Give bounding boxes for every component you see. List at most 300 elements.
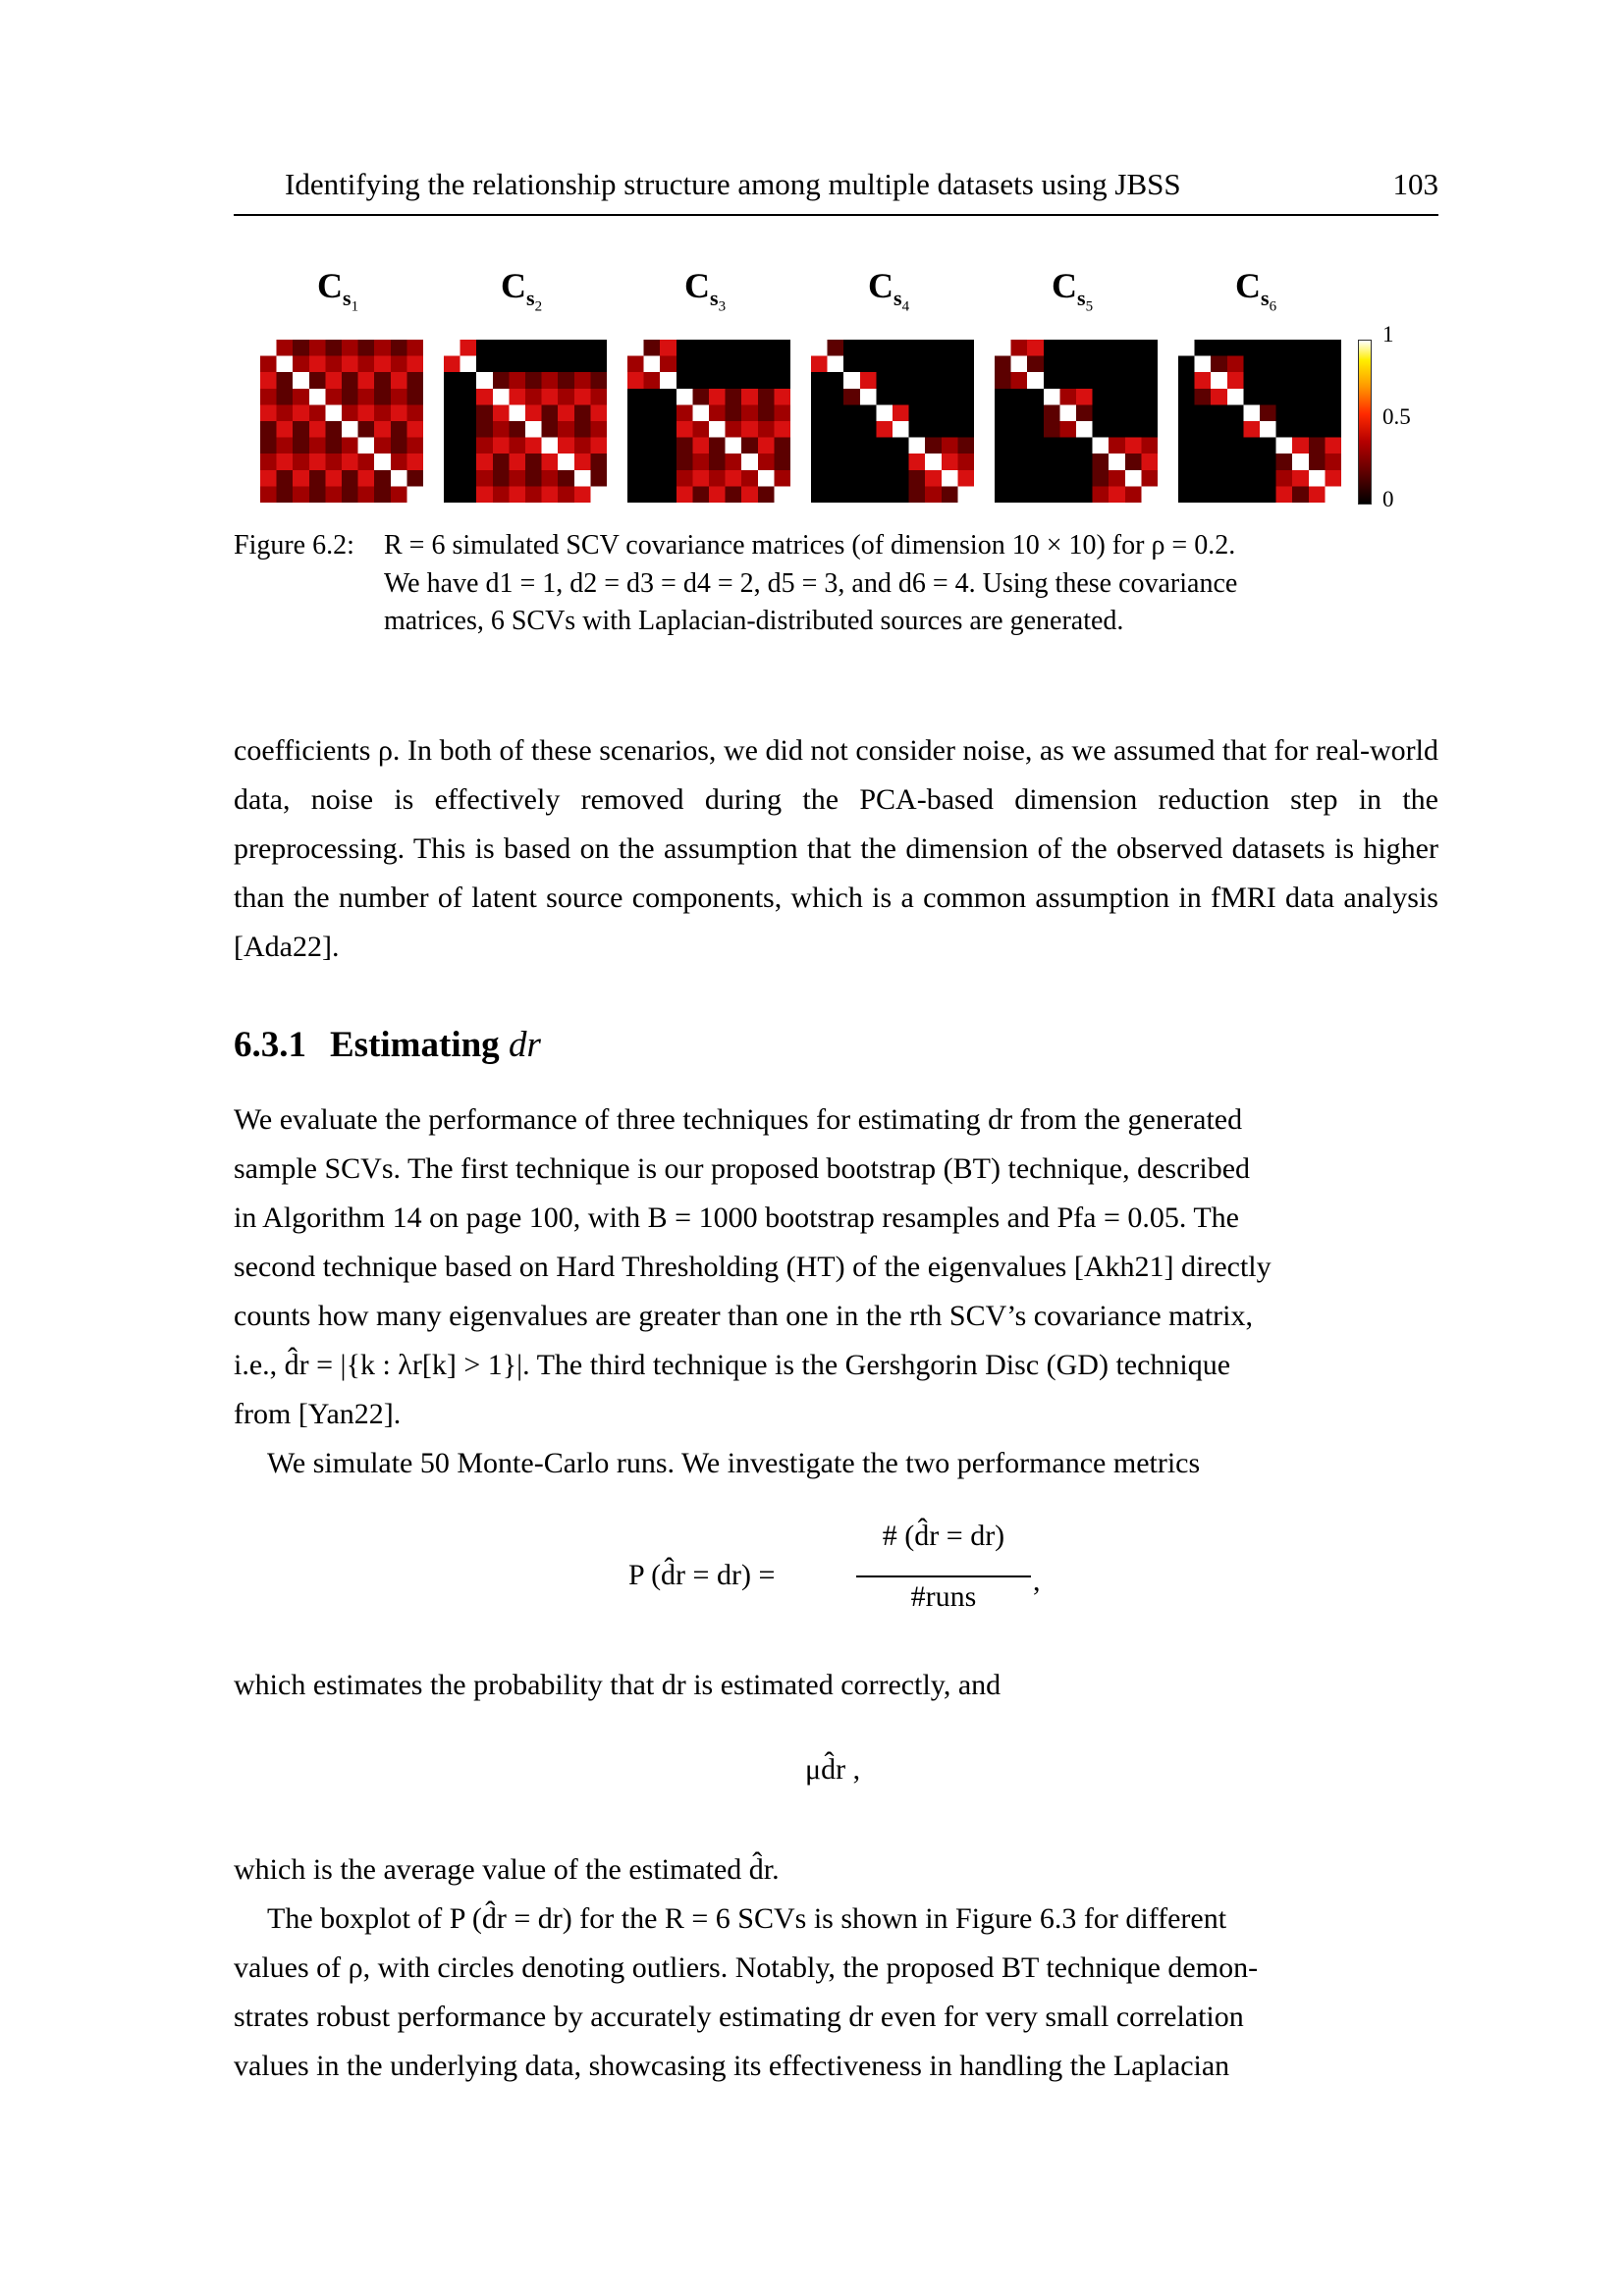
- matrix-5-cell-4-1: [1011, 404, 1028, 421]
- matrix-2-cell-8-7: [558, 470, 574, 487]
- caption-lead: Figure 6.2:: [234, 530, 354, 561]
- equation-1-fraction-bar: [856, 1575, 1031, 1577]
- matrix-1-cell-9-2: [293, 486, 309, 503]
- matrix-4-cell-3-2: [843, 389, 860, 405]
- figure-covariance-matrices: [234, 265, 1438, 510]
- matrix-1-cell-7-4: [325, 454, 342, 470]
- matrix-2-cell-0-1: [460, 340, 477, 356]
- matrix-4-cell-0-8: [942, 340, 958, 356]
- matrix-5-cell-8-8: [1125, 470, 1142, 487]
- section-title: Estimating: [330, 1025, 500, 1065]
- matrix-5-cell-6-9: [1141, 438, 1158, 454]
- matrix-2-cell-1-0: [444, 356, 460, 373]
- matrix-6-cell-3-1: [1195, 389, 1212, 405]
- matrix-6-cell-3-3: [1227, 389, 1244, 405]
- matrix-2-cell-3-7: [558, 389, 574, 405]
- matrix-2-cell-4-4: [509, 404, 525, 421]
- matrix-4-cell-8-8: [942, 470, 958, 487]
- matrix-1-cell-7-3: [309, 454, 326, 470]
- matrix-5-cell-6-3: [1044, 438, 1060, 454]
- matrix-6-cell-7-1: [1195, 454, 1212, 470]
- matrix-2-cell-3-2: [476, 389, 493, 405]
- matrix-2-cell-0-8: [574, 340, 591, 356]
- matrix-2-cell-0-9: [590, 340, 607, 356]
- matrix-6-cell-4-2: [1211, 404, 1227, 421]
- matrix-5-cell-7-2: [1027, 454, 1044, 470]
- matrix-2-cell-0-5: [525, 340, 542, 356]
- matrix-6-cell-7-7: [1292, 454, 1309, 470]
- matrix-2-cell-3-3: [493, 389, 510, 405]
- matrix-2-cell-2-1: [460, 372, 477, 389]
- matrix-6-cell-0-8: [1309, 340, 1326, 356]
- matrix-3-cell-4-7: [741, 404, 758, 421]
- matrix-4-cell-4-7: [925, 404, 942, 421]
- matrix-1-cell-9-6: [358, 486, 375, 503]
- matrix-6-cell-0-3: [1227, 340, 1244, 356]
- matrix-5-cell-1-5: [1076, 356, 1093, 373]
- matrix-5-cell-4-0: [995, 404, 1011, 421]
- matrix-5-cell-1-2: [1027, 356, 1044, 373]
- matrix-1-cell-6-5: [342, 438, 358, 454]
- matrix-5-cell-8-1: [1011, 470, 1028, 487]
- matrix-4-cell-2-0: [811, 372, 828, 389]
- matrix-6-cell-5-2: [1211, 421, 1227, 438]
- matrix-1-cell-2-0: [260, 372, 277, 389]
- matrix-6-cell-5-9: [1325, 421, 1341, 438]
- paragraph-5: which is the average value of the estimated d̂r.: [234, 1853, 780, 1886]
- matrix-1-cell-7-2: [293, 454, 309, 470]
- matrix-6-cell-3-8: [1309, 389, 1326, 405]
- matrix-4-cell-0-3: [860, 340, 877, 356]
- equation-1-numerator: # (d̂r = dr): [882, 1520, 1005, 1552]
- matrix-1-cell-6-4: [325, 438, 342, 454]
- matrix-2-cell-4-6: [542, 404, 559, 421]
- matrix-4-cell-1-1: [828, 356, 844, 373]
- matrix-4-cell-4-4: [876, 404, 893, 421]
- matrix-5-cell-4-2: [1027, 404, 1044, 421]
- matrix-6-cell-8-7: [1292, 470, 1309, 487]
- matrix-2-cell-0-2: [476, 340, 493, 356]
- matrix-4-cell-8-3: [860, 470, 877, 487]
- matrix-5-cell-8-7: [1109, 470, 1125, 487]
- matrix-5-cell-1-0: [995, 356, 1011, 373]
- matrix-5-cell-9-6: [1093, 486, 1110, 503]
- matrix-5-cell-3-7: [1109, 389, 1125, 405]
- covariance-matrix-6: [1178, 340, 1341, 503]
- matrix-6-cell-1-3: [1227, 356, 1244, 373]
- matrix-5-cell-5-9: [1141, 421, 1158, 438]
- matrix-6-cell-2-0: [1178, 372, 1195, 389]
- matrix-5-cell-5-4: [1059, 421, 1076, 438]
- matrix-4-cell-0-0: [811, 340, 828, 356]
- matrix-5-cell-0-7: [1109, 340, 1125, 356]
- matrix-1-cell-5-0: [260, 421, 277, 438]
- matrix-4-cell-3-1: [828, 389, 844, 405]
- matrix-4-cell-0-7: [925, 340, 942, 356]
- matrix-5-cell-0-5: [1076, 340, 1093, 356]
- matrix-3-cell-4-2: [660, 404, 677, 421]
- matrix-5-cell-7-1: [1011, 454, 1028, 470]
- matrix-3-cell-0-9: [774, 340, 790, 356]
- matrix-4-cell-6-3: [860, 438, 877, 454]
- p6-line-3: strates robust performance by accurately estimating dr even for very small correlation: [234, 2001, 1244, 2033]
- matrix-3-cell-8-3: [677, 470, 693, 487]
- matrix-4-cell-5-3: [860, 421, 877, 438]
- matrix-6-cell-6-5: [1260, 438, 1276, 454]
- matrix-label-1: $C_{s_1}$: [317, 266, 359, 315]
- matrix-4-cell-0-1: [828, 340, 844, 356]
- matrix-4-cell-1-2: [843, 356, 860, 373]
- matrix-label-3: $C_{s_3}$: [684, 266, 727, 315]
- matrix-6-cell-1-5: [1260, 356, 1276, 373]
- matrix-2-cell-9-2: [476, 486, 493, 503]
- matrix-3-cell-2-7: [741, 372, 758, 389]
- matrix-4-cell-2-1: [828, 372, 844, 389]
- matrix-6-cell-9-4: [1243, 486, 1260, 503]
- matrix-3-cell-1-3: [677, 356, 693, 373]
- matrix-5-cell-4-9: [1141, 404, 1158, 421]
- matrix-1-cell-1-0: [260, 356, 277, 373]
- matrix-4-cell-4-9: [957, 404, 974, 421]
- matrix-3-cell-1-2: [660, 356, 677, 373]
- p2-line-2: sample SCVs. The first technique is our proposed bootstrap (BT) technique, described: [234, 1152, 1251, 1185]
- matrix-1-cell-6-8: [391, 438, 407, 454]
- section-symbol: dr: [508, 1025, 541, 1065]
- matrix-1-cell-7-5: [342, 454, 358, 470]
- matrix-6-cell-9-5: [1260, 486, 1276, 503]
- matrix-1-cell-7-1: [277, 454, 294, 470]
- matrix-6-cell-5-8: [1309, 421, 1326, 438]
- matrix-1-cell-8-5: [342, 470, 358, 487]
- matrix-2-cell-2-3: [493, 372, 510, 389]
- matrix-1-cell-5-9: [406, 421, 423, 438]
- matrix-2-cell-2-7: [558, 372, 574, 389]
- matrix-2-cell-9-1: [460, 486, 477, 503]
- matrix-6-cell-6-2: [1211, 438, 1227, 454]
- matrix-4-cell-1-7: [925, 356, 942, 373]
- matrix-5-cell-2-4: [1059, 372, 1076, 389]
- matrix-2-cell-2-6: [542, 372, 559, 389]
- matrix-1-cell-9-0: [260, 486, 277, 503]
- matrix-4-cell-6-9: [957, 438, 974, 454]
- matrix-5-cell-9-1: [1011, 486, 1028, 503]
- matrix-6-cell-5-4: [1243, 421, 1260, 438]
- matrix-4-cell-7-3: [860, 454, 877, 470]
- matrix-2-cell-5-7: [558, 421, 574, 438]
- matrix-4-cell-1-5: [893, 356, 909, 373]
- matrix-2-cell-9-3: [493, 486, 510, 503]
- matrix-4-cell-7-1: [828, 454, 844, 470]
- p2-line-6: i.e., d̂r = |{k : λr[k] > 1}|. The third technique is the Gershgorin Disc (GD) technique: [234, 1349, 1231, 1381]
- matrix-5-cell-1-6: [1093, 356, 1110, 373]
- matrix-3-cell-6-0: [627, 438, 644, 454]
- matrix-6-cell-9-2: [1211, 486, 1227, 503]
- matrix-6-cell-3-2: [1211, 389, 1227, 405]
- matrix-6-cell-2-7: [1292, 372, 1309, 389]
- matrix-4-cell-7-8: [942, 454, 958, 470]
- matrix-6-cell-0-4: [1243, 340, 1260, 356]
- colorbar-tick-min: 0: [1382, 487, 1394, 511]
- covariance-matrix-1: [260, 340, 423, 503]
- matrix-2-cell-6-5: [525, 438, 542, 454]
- matrix-2-cell-0-0: [444, 340, 460, 356]
- matrix-4-cell-2-9: [957, 372, 974, 389]
- matrix-5-cell-9-3: [1044, 486, 1060, 503]
- matrix-4-cell-0-5: [893, 340, 909, 356]
- matrix-1-cell-8-8: [391, 470, 407, 487]
- matrix-6-cell-6-3: [1227, 438, 1244, 454]
- matrix-1-cell-1-4: [325, 356, 342, 373]
- matrix-2-cell-7-2: [476, 454, 493, 470]
- matrix-6-cell-1-2: [1211, 356, 1227, 373]
- matrix-4-cell-5-8: [942, 421, 958, 438]
- matrix-2-cell-8-5: [525, 470, 542, 487]
- matrix-4-cell-4-5: [893, 404, 909, 421]
- matrix-6-cell-4-1: [1195, 404, 1212, 421]
- matrix-4-cell-8-2: [843, 470, 860, 487]
- equation-1-lhs: P (d̂r = dr) =: [628, 1559, 776, 1591]
- matrix-5-cell-1-3: [1044, 356, 1060, 373]
- matrix-3-cell-3-7: [741, 389, 758, 405]
- matrix-5-cell-3-3: [1044, 389, 1060, 405]
- matrix-4-cell-9-3: [860, 486, 877, 503]
- matrix-2-cell-3-4: [509, 389, 525, 405]
- matrix-1-cell-0-4: [325, 340, 342, 356]
- matrix-4-cell-1-0: [811, 356, 828, 373]
- matrix-5-cell-2-0: [995, 372, 1011, 389]
- matrix-4-cell-9-9: [957, 486, 974, 503]
- matrix-5-cell-6-4: [1059, 438, 1076, 454]
- matrix-2-cell-7-7: [558, 454, 574, 470]
- matrix-5-cell-5-8: [1125, 421, 1142, 438]
- matrix-2-cell-4-3: [493, 404, 510, 421]
- matrix-4-cell-8-1: [828, 470, 844, 487]
- matrix-3-cell-5-5: [709, 421, 726, 438]
- matrix-4-cell-3-8: [942, 389, 958, 405]
- matrix-4-cell-9-6: [909, 486, 926, 503]
- matrix-2-cell-5-3: [493, 421, 510, 438]
- matrix-6-cell-6-9: [1325, 438, 1341, 454]
- matrix-3-cell-9-7: [741, 486, 758, 503]
- matrix-4-cell-8-4: [876, 470, 893, 487]
- matrix-6-cell-2-2: [1211, 372, 1227, 389]
- matrix-4-cell-5-0: [811, 421, 828, 438]
- matrix-5-cell-0-0: [995, 340, 1011, 356]
- matrix-2-cell-6-4: [509, 438, 525, 454]
- matrix-6-cell-4-8: [1309, 404, 1326, 421]
- matrix-5-cell-4-8: [1125, 404, 1142, 421]
- matrix-2-cell-9-6: [542, 486, 559, 503]
- matrix-1-cell-0-9: [406, 340, 423, 356]
- matrix-6-cell-6-1: [1195, 438, 1212, 454]
- colorbar-tick-mid: 0.5: [1382, 404, 1411, 429]
- matrix-3-cell-7-9: [774, 454, 790, 470]
- matrix-4-cell-5-4: [876, 421, 893, 438]
- matrix-1-cell-8-7: [374, 470, 391, 487]
- matrix-3-cell-7-1: [644, 454, 661, 470]
- matrix-3-cell-5-4: [692, 421, 709, 438]
- matrix-3-cell-2-4: [692, 372, 709, 389]
- matrix-6-cell-9-3: [1227, 486, 1244, 503]
- matrix-2-cell-1-7: [558, 356, 574, 373]
- covariance-matrix-2: [444, 340, 607, 503]
- matrix-2-cell-4-5: [525, 404, 542, 421]
- matrix-5-cell-9-9: [1141, 486, 1158, 503]
- matrix-1-cell-3-9: [406, 389, 423, 405]
- matrix-6-cell-2-6: [1276, 372, 1293, 389]
- matrix-1-cell-5-7: [374, 421, 391, 438]
- matrix-1-cell-6-0: [260, 438, 277, 454]
- matrix-5-cell-6-0: [995, 438, 1011, 454]
- matrix-6-cell-5-1: [1195, 421, 1212, 438]
- matrix-2-cell-3-1: [460, 389, 477, 405]
- matrix-6-cell-7-8: [1309, 454, 1326, 470]
- matrix-3-cell-8-6: [726, 470, 742, 487]
- matrix-1-cell-3-8: [391, 389, 407, 405]
- matrix-2-cell-4-2: [476, 404, 493, 421]
- matrix-2-cell-1-2: [476, 356, 493, 373]
- matrix-5-cell-2-5: [1076, 372, 1093, 389]
- matrix-3-cell-5-2: [660, 421, 677, 438]
- matrix-6-cell-3-4: [1243, 389, 1260, 405]
- matrix-4-cell-3-3: [860, 389, 877, 405]
- matrix-3-cell-1-0: [627, 356, 644, 373]
- matrix-2-cell-3-0: [444, 389, 460, 405]
- matrix-1-cell-3-3: [309, 389, 326, 405]
- matrix-3-cell-8-4: [692, 470, 709, 487]
- matrix-5-cell-3-4: [1059, 389, 1076, 405]
- matrix-5-cell-8-4: [1059, 470, 1076, 487]
- matrix-2-cell-8-3: [493, 470, 510, 487]
- matrix-6-cell-2-5: [1260, 372, 1276, 389]
- matrix-2-cell-4-1: [460, 404, 477, 421]
- matrix-6-cell-3-0: [1178, 389, 1195, 405]
- matrix-1-cell-0-5: [342, 340, 358, 356]
- matrix-5-cell-8-3: [1044, 470, 1060, 487]
- matrix-1-cell-5-4: [325, 421, 342, 438]
- matrix-4-cell-2-6: [909, 372, 926, 389]
- matrix-3-cell-1-9: [774, 356, 790, 373]
- matrix-4-cell-2-3: [860, 372, 877, 389]
- matrix-6-cell-8-2: [1211, 470, 1227, 487]
- matrix-5-cell-7-7: [1109, 454, 1125, 470]
- matrix-2-cell-6-0: [444, 438, 460, 454]
- matrix-4-cell-6-4: [876, 438, 893, 454]
- matrix-1-cell-4-6: [358, 404, 375, 421]
- matrix-4-cell-9-0: [811, 486, 828, 503]
- matrix-1-cell-5-1: [277, 421, 294, 438]
- matrix-2-cell-7-6: [542, 454, 559, 470]
- matrix-6-cell-4-0: [1178, 404, 1195, 421]
- matrix-5-cell-0-4: [1059, 340, 1076, 356]
- matrix-2-cell-1-4: [509, 356, 525, 373]
- p2-line-1: We evaluate the performance of three techniques for estimating dr from the generated: [234, 1103, 1243, 1136]
- matrix-1-cell-6-9: [406, 438, 423, 454]
- matrix-6-cell-7-4: [1243, 454, 1260, 470]
- matrix-1-cell-4-0: [260, 404, 277, 421]
- matrix-1-cell-1-3: [309, 356, 326, 373]
- paragraph-2: [234, 1095, 1438, 1439]
- matrix-2-cell-9-8: [574, 486, 591, 503]
- matrix-6-cell-5-7: [1292, 421, 1309, 438]
- matrix-3-cell-4-8: [758, 404, 775, 421]
- matrix-4-cell-4-2: [843, 404, 860, 421]
- matrix-6-cell-8-4: [1243, 470, 1260, 487]
- matrix-3-cell-6-9: [774, 438, 790, 454]
- matrix-4-cell-6-7: [925, 438, 942, 454]
- matrix-1-cell-5-8: [391, 421, 407, 438]
- matrix-2-cell-8-6: [542, 470, 559, 487]
- matrix-3-cell-8-8: [758, 470, 775, 487]
- matrix-1-cell-9-3: [309, 486, 326, 503]
- matrix-3-cell-3-9: [774, 389, 790, 405]
- matrix-1-cell-3-4: [325, 389, 342, 405]
- matrix-5-cell-1-8: [1125, 356, 1142, 373]
- matrix-6-cell-9-6: [1276, 486, 1293, 503]
- matrix-1-cell-3-6: [358, 389, 375, 405]
- matrix-2-cell-1-5: [525, 356, 542, 373]
- matrix-1-cell-6-1: [277, 438, 294, 454]
- matrix-3-cell-8-5: [709, 470, 726, 487]
- matrix-5-cell-2-2: [1027, 372, 1044, 389]
- matrix-3-cell-8-9: [774, 470, 790, 487]
- matrix-1-cell-7-7: [374, 454, 391, 470]
- matrix-2-cell-6-9: [590, 438, 607, 454]
- equation-2: μd̂r ,: [805, 1753, 861, 1786]
- matrix-1-cell-8-4: [325, 470, 342, 487]
- matrix-3-cell-6-1: [644, 438, 661, 454]
- matrix-4-cell-6-1: [828, 438, 844, 454]
- matrix-1-cell-3-0: [260, 389, 277, 405]
- matrix-4-cell-8-0: [811, 470, 828, 487]
- matrix-1-cell-4-7: [374, 404, 391, 421]
- matrix-3-cell-0-5: [709, 340, 726, 356]
- matrix-4-cell-5-2: [843, 421, 860, 438]
- matrix-1-cell-0-3: [309, 340, 326, 356]
- matrix-6-cell-7-9: [1325, 454, 1341, 470]
- matrix-2-cell-6-6: [542, 438, 559, 454]
- matrix-4-cell-2-5: [893, 372, 909, 389]
- matrix-3-cell-4-6: [726, 404, 742, 421]
- matrix-1-cell-9-9: [406, 486, 423, 503]
- matrix-4-cell-6-0: [811, 438, 828, 454]
- matrix-6-cell-0-9: [1325, 340, 1341, 356]
- matrix-6-cell-6-6: [1276, 438, 1293, 454]
- matrix-6-cell-8-1: [1195, 470, 1212, 487]
- matrix-6-cell-7-3: [1227, 454, 1244, 470]
- matrix-4-cell-0-2: [843, 340, 860, 356]
- p6-line-2: values of ρ, with circles denoting outliers. Notably, the proposed BT technique demon-: [234, 1951, 1259, 1984]
- matrix-5-cell-5-0: [995, 421, 1011, 438]
- matrix-6-cell-6-4: [1243, 438, 1260, 454]
- matrix-4-cell-6-6: [909, 438, 926, 454]
- matrix-5-cell-7-5: [1076, 454, 1093, 470]
- matrix-1-cell-3-2: [293, 389, 309, 405]
- matrix-1-cell-9-7: [374, 486, 391, 503]
- matrix-5-cell-9-2: [1027, 486, 1044, 503]
- matrix-2-cell-6-1: [460, 438, 477, 454]
- matrix-2-cell-5-1: [460, 421, 477, 438]
- page-number: 103: [1392, 167, 1438, 201]
- matrix-1-cell-9-8: [391, 486, 407, 503]
- matrix-5-cell-0-2: [1027, 340, 1044, 356]
- matrix-3-cell-2-5: [709, 372, 726, 389]
- matrix-3-cell-5-9: [774, 421, 790, 438]
- equation-1-denominator: #runs: [910, 1580, 977, 1613]
- matrix-5-cell-7-9: [1141, 454, 1158, 470]
- matrix-3-cell-4-1: [644, 404, 661, 421]
- matrix-4-cell-4-6: [909, 404, 926, 421]
